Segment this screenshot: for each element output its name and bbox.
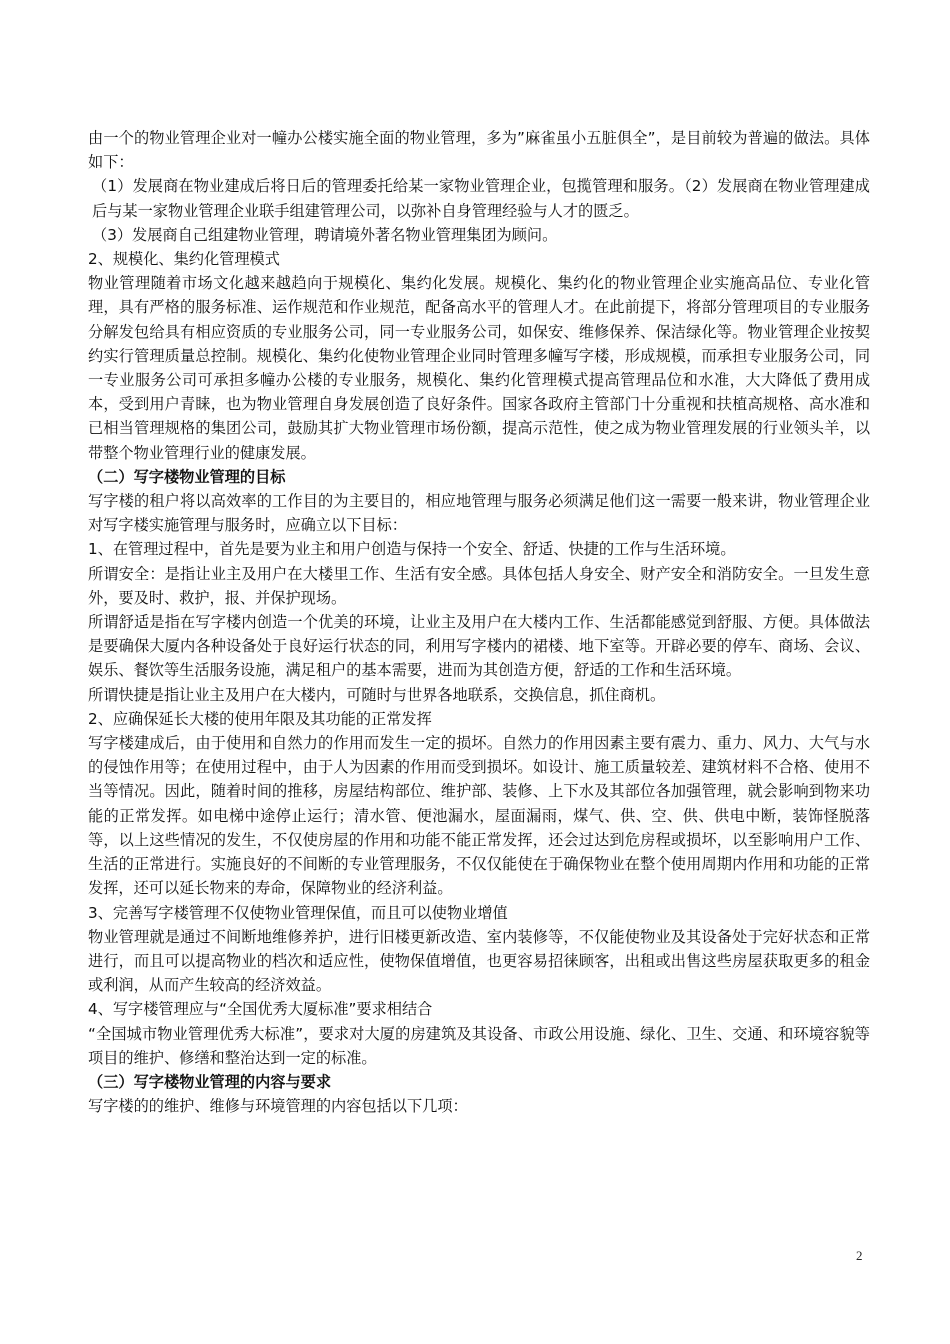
body-paragraph: 物业管理随着市场文化越来越趋向于规模化、集约化发展。规模化、集约化的物业管理企业实施高品位、专业化管理，具有严格的服务标准、运作规范和作业规范，配备高水平的管理人才。在此前提下，将部分管理项目的专业服务分解发包给具有相应资质的专业服务公司，同一专业服务公司，如保安、维修保养、保洁绿化等。物业管理企业按契约实行管理质量总控制。规模化、集约化使物业管理企业同时管理多幢写字楼，形成规模，而承担专业服务公司，同一专业服务公司可承担多幢办公楼的专业服务，规模化、集约化管理模式提高管理品位和水准，大大降低了费用成本，受到用户青睐，也为物业管理自身发展创造了良好条件。国家各政府主管部门十分重视和扶植高规格、高水准和已相当管理规格的集团公司，鼓励其扩大物业管理市场份额，提高示范性，使之成为物业管理发展的行业领头羊，以带整个物业管理行业的健康发展。 [88,274,870,462]
body-paragraph: 写字楼建成后，由于使用和自然力的作用而发生一定的损坏。自然力的作用因素主要有震力、重力、风力、大气与水的侵蚀作用等；在使用过程中，由于人为因素的作用而受到损坏。如设计、施工质量较差、建筑材料不合格、使用不当等情况。因此，随着时间的推移，房屋结构部位、维护部、装修、上下水及其部位各加强管理，就会影响到物来功能的正常发挥。如电梯中途停止运行；清水管、便池漏水，屋面漏雨，煤气、供、空、供、供电中断，装饰怪脱落等，以上这些情况的发生，不仅使房屋的作用和功能不能正常发挥，还会过达到危房程或损坏，以至影响用户工作、生活的正常进行。实施良好的不间断的专业管理服务，不仅仅能使在于确保物业在整个使用周期内作用和功能的正常发挥，还可以延长物来的寿命，保障物业的经济利益。 [88,734,870,898]
body-paragraph: 写字楼的租户将以高效率的工作目的为主要目的，相应地管理与服务必须满足他们这一需要一般来讲，物业管理企业对写字楼实施管理与服务时，应确立以下目标： [88,492,870,535]
body-paragraph: 4、写字楼管理应与“全国优秀大厦标准”要求相结合 [88,1000,433,1019]
body-paragraph: 物业管理就是通过不间断地维修养护，进行旧楼更新改造、室内装修等，不仅能使物业及其设备处于完好状态和正常进行，而且可以提高物业的档次和适应性，使物保值增值，也更容易招徕顾客，出租或出售这些房屋获取更多的租金或利润，从而产生较高的经济效益。 [88,927,870,995]
body-paragraph: （3）发展商自己组建物业管理，聘请境外著名物业管理集团为顾问。 [92,225,558,244]
page-number: 2 [856,1248,863,1263]
body-paragraph: 2、规模化、集约化管理模式 [88,250,280,269]
body-paragraph: 所谓快捷是指让业主及用户在大楼内，可随时与世界各地联系，交换信息，抓住商机。 [88,685,666,704]
body-paragraph: 写字楼的的维护、维修与环境管理的内容包括以下几项： [88,1097,468,1116]
body-paragraph: 1、在管理过程中，首先是要为业主和用户创造与保持一个安全、舒适、快捷的工作与生活环境。 [88,540,736,559]
section-heading: （二）写字楼物业管理的目标 [88,467,286,486]
body-paragraph: （1）发展商在物业建成后将日后的管理委托给某一家物业管理企业，包揽管理和服务。（2）发展商在物业管理建成后与某一家物业管理企业联手组建管理公司，以弥补自身管理经验与人才的匮乏。 [92,177,870,220]
section-heading: （三）写字楼物业管理的内容与要求 [88,1072,331,1091]
body-paragraph: 所谓安全：是指让业主及用户在大楼里工作、生活有安全感。具体包括人身安全、财产安全和消防安全。一旦发生意外，要及时、救护，报、并保护现场。 [88,564,870,607]
document-body [88,126,870,1118]
body-paragraph: 所谓舒适是指在写字楼内创造一个优美的环境，让业主及用户在大楼内工作、生活都能感觉到舒服、方便。具体做法是要确保大厦内各种设备处于良好运行状态的同，利用写字楼内的裙楼、地下室等。开辟必要的停车、商场、会议、娱乐、餐饮等生活服务设施，满足租户的基本需要，进而为其创造方便，舒适的工作和生活环境。 [88,613,870,680]
body-paragraph: 由一个的物业管理企业对一幢办公楼实施全面的物业管理，多为”麻雀虽小五脏俱全”，是目前较为普遍的做法。具体如下： [88,129,870,172]
body-paragraph: 2、应确保延长大楼的使用年限及其功能的正常发挥 [88,709,432,728]
body-paragraph: “全国城市物业管理优秀大标准”，要求对大厦的房建筑及其设备、市政公用设施、绿化、卫生、交通、和环境容貌等项目的维护、修缮和整治达到一定的标准。 [88,1024,870,1067]
body-paragraph: 3、完善写字楼管理不仅使物业管理保值，而且可以使物业增值 [88,903,508,922]
